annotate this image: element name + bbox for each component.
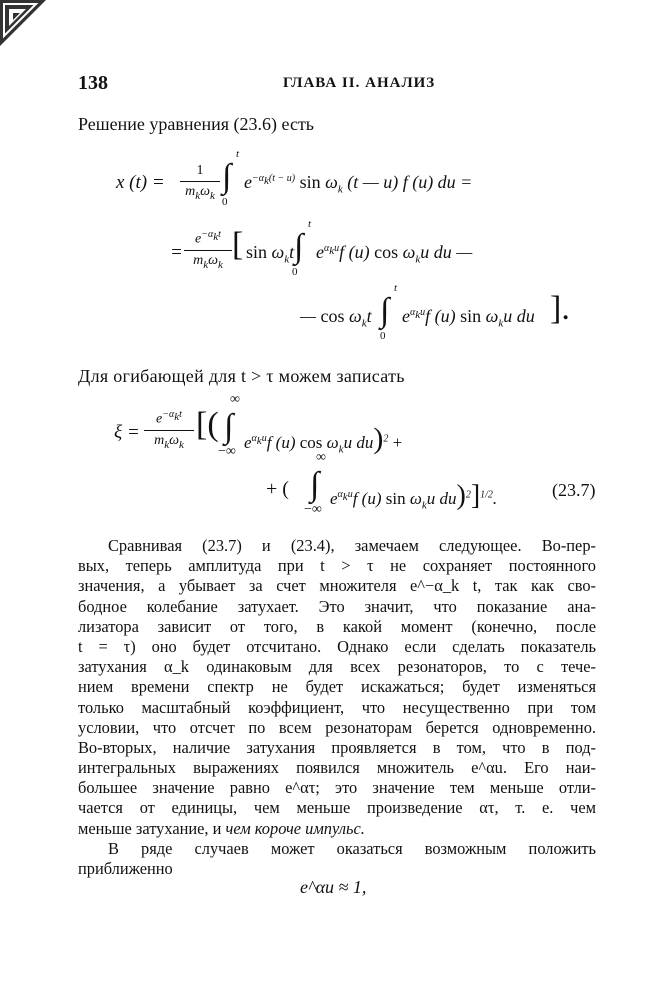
intro-line: Решение уравнения (23.6) есть [78, 114, 315, 134]
text-line-last [78, 819, 596, 839]
text-line: условии, что отсчет по всем резонаторам берется одновременно. [78, 717, 596, 737]
text-line: Во-вторых, наличие затухания проявляется в том, что в под- [78, 737, 596, 757]
text-fragment: меньше затухание, и [78, 818, 222, 838]
final-formula: e^αu ≈ 1, [300, 877, 367, 897]
text-line: только масштабный коэффициент, что несущественно при том [78, 697, 596, 717]
text-line: чается от единицы, чем меньше произведение ατ, т. е. чем [78, 798, 596, 818]
paragraph-2 [78, 839, 596, 879]
text-line: большее значение равно e^ατ; это значение тем меньше отли- [78, 778, 596, 798]
text-line: лизатора зависит от того, в какой момент (конечно, после [78, 616, 596, 636]
text-line: Сравнивая (23.7) и (23.4), замечаем следующее. Во-пер- [108, 536, 596, 555]
page-number: 138 [78, 72, 108, 94]
page-header [78, 72, 598, 96]
envelope-line: Для огибающей для t > τ можем записать [78, 366, 405, 386]
text-line: вых, теперь амплитуда при t > τ не сохраняет постоянного [78, 556, 596, 576]
text-line: затухания α_k одинаковым для всех резонаторов, то с тече- [78, 657, 596, 677]
chapter-title: ГЛАВА II. АНАЛИЗ [283, 75, 436, 91]
corner-ornament [0, 0, 46, 46]
emphasis-text: чем короче импульс. [225, 818, 365, 838]
text-line: t = τ) оно будет отсчитано. Однако если сделать показатель [78, 636, 596, 656]
body-text [78, 536, 596, 879]
text-line: В ряде случаев может оказаться возможным положить [108, 838, 596, 858]
text-line: интегральных выражениях появился множитель e^αu. Его наи- [78, 758, 596, 778]
paragraph-1 [78, 536, 596, 839]
text-line: приближенно [78, 859, 173, 878]
text-line: значения, а убывает за счет множителя e^−α_k t, так как сво- [78, 576, 596, 596]
text-line: бодное колебание затухает. Это значит, что показание ана- [78, 596, 596, 616]
text-line: нием времени спектр не будет искажаться; будет изменяться [78, 677, 596, 697]
equation-number: (23.7) [552, 480, 596, 500]
